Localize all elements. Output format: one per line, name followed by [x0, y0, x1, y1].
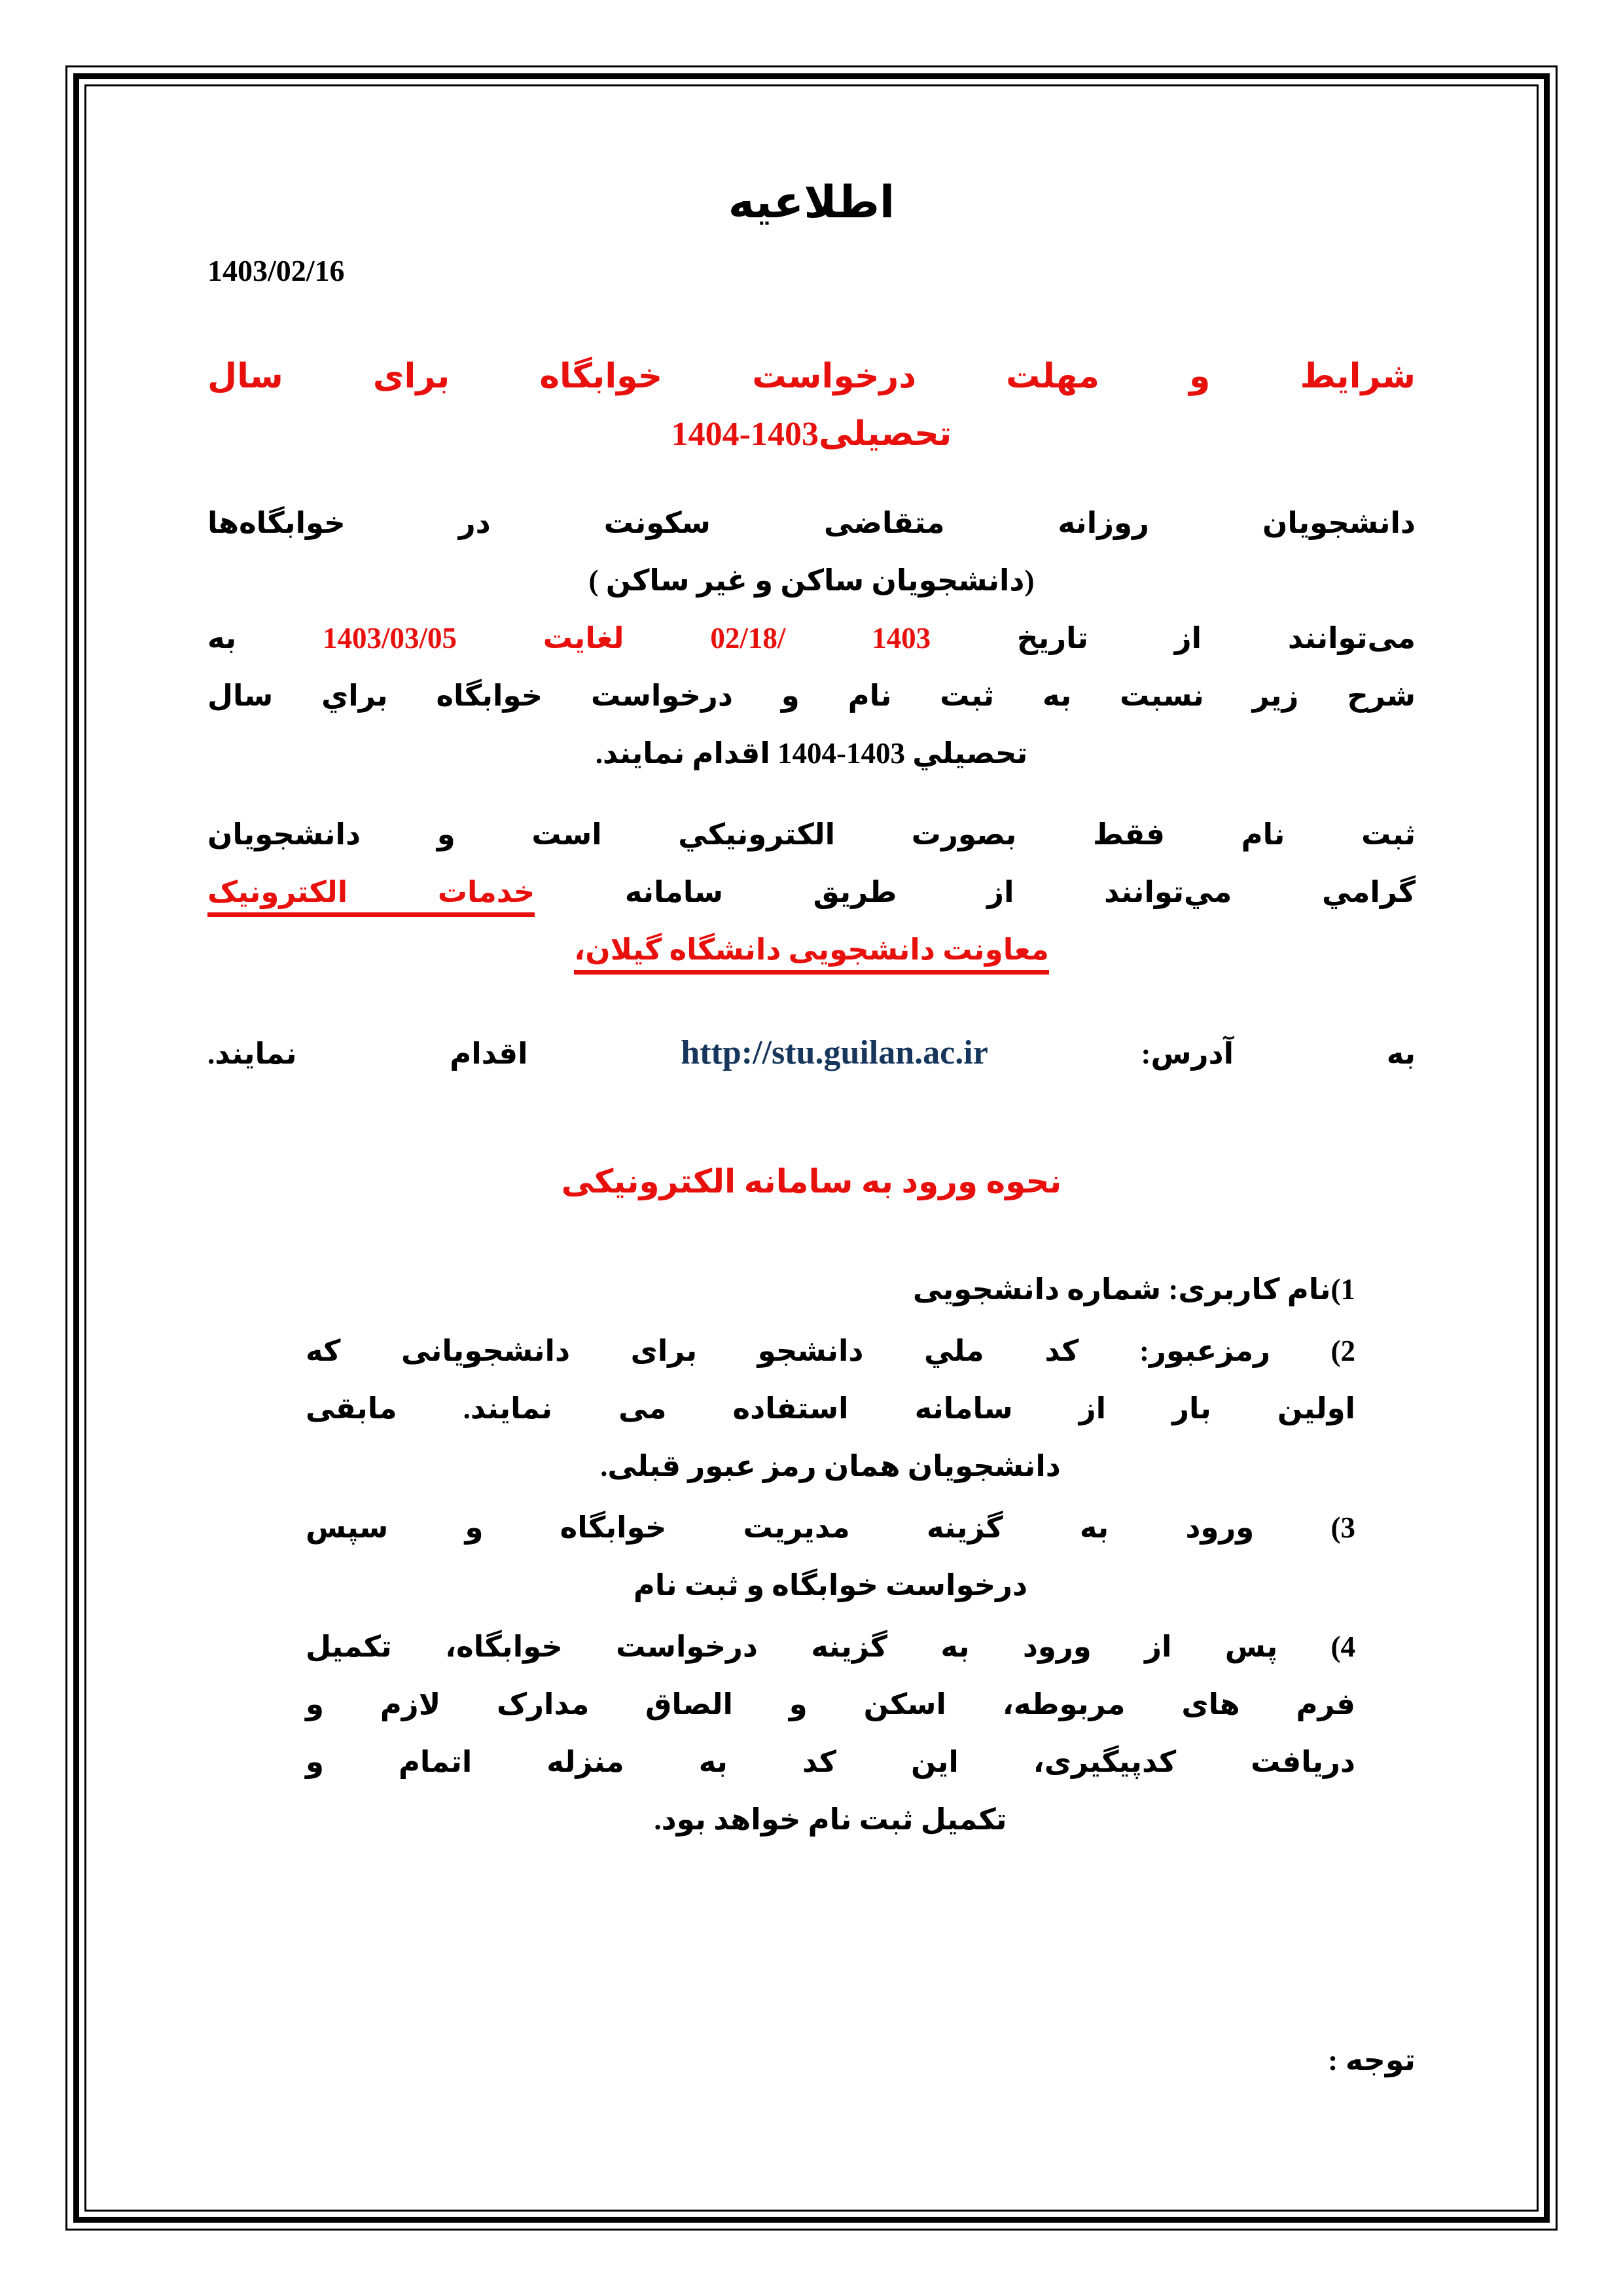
text-segment: گرامي مي‌توانند از طریق سامانه	[535, 875, 1416, 908]
paragraph-line-dates	[207, 609, 1416, 667]
list-line: اولین بار از سامانه استفاده می نمایند. مابقی	[306, 1391, 1355, 1425]
list-line: دانشجویان همان رمز عبور قبلی.	[600, 1449, 1061, 1482]
main-heading-line2: تحصیلی1403-1404	[671, 416, 952, 454]
list-item-2	[306, 1322, 1355, 1495]
document-date: 1403/02/16	[207, 253, 345, 287]
list-item-4	[306, 1618, 1355, 1848]
text-segment: معاونت دانشجویی دانشگاه گیلان،	[574, 933, 1049, 975]
list-line: فرم های مربوطه، اسکن و الصاق مدارک لازم و	[306, 1687, 1355, 1721]
document-title: اطلاعیه	[728, 177, 895, 227]
text-segment: خدمات الکترونیک	[207, 876, 535, 917]
list-line: 1)نام کاربری: شماره دانشجویی	[912, 1272, 1355, 1306]
paragraph-registration	[207, 806, 1416, 978]
text-segment: لغایت	[457, 621, 711, 655]
text-segment: اقدام نمایند.	[207, 1037, 681, 1070]
portal-url[interactable]: http://stu.guilan.ac.ir	[681, 1033, 988, 1071]
list-item-3	[306, 1499, 1355, 1614]
address-line	[207, 1022, 1416, 1085]
list-item-1	[306, 1261, 1355, 1318]
list-line: 2) رمزعبور: کد ملي دانشجو برای دانشجویانی که	[306, 1334, 1355, 1367]
attention-note: توجه :	[1328, 2043, 1416, 2077]
main-heading	[207, 348, 1416, 464]
text-segment: می‌توانند از تاریخ	[931, 621, 1416, 655]
list-line: دریافت کدپیگیری، این کد به منزله اتمام و	[306, 1745, 1355, 1778]
paragraph-line: شرح زیر نسبت به ثبت نام و درخواست خوابگاه براي سال	[207, 679, 1416, 712]
paragraph-line-system-name	[207, 921, 1416, 978]
text-segment: 02/18/ 1403	[710, 621, 931, 655]
paragraph-eligibility	[207, 494, 1416, 782]
paragraph-line: دانشجویان روزانه متقاضی سکونت در خوابگاه‌ها	[207, 506, 1416, 539]
text-segment: 1403/03/05	[322, 621, 457, 655]
paragraph-line: (دانشجویان ساکن و غیر ساکن )	[588, 564, 1035, 597]
paragraph-line: تحصیلي 1403-1404 اقدام نمایند.	[595, 736, 1028, 770]
page-border-inner	[84, 84, 1539, 2212]
main-heading-line1: شرایط و مهلت درخواست خوابگاه برای سال	[207, 357, 1416, 395]
list-line: درخواست خوابگاه و ثبت نام	[633, 1568, 1028, 1602]
paragraph-line-system-name	[207, 863, 1416, 921]
instructions-list	[207, 1261, 1416, 1848]
list-line: تکمیل ثبت نام خواهد بود.	[654, 1803, 1007, 1836]
paragraph-line: ثبت نام فقط بصورت الکترونیکي است و دانشجویان	[207, 817, 1416, 851]
list-line: 4) پس از ورود به گزینه درخواست خوابگاه، تکمیل	[306, 1630, 1355, 1663]
page-border-outer	[65, 65, 1558, 2231]
section-heading-login: نحوه ورود به سامانه الکترونیکی	[561, 1162, 1062, 1200]
text-segment: به آدرس:	[988, 1037, 1416, 1070]
text-segment: به	[207, 621, 323, 655]
page-border-thick	[73, 73, 1550, 2223]
list-line: 3) ورود به گزینه مدیریت خوابگاه و سپس	[306, 1511, 1355, 1544]
document-content	[86, 86, 1537, 2210]
